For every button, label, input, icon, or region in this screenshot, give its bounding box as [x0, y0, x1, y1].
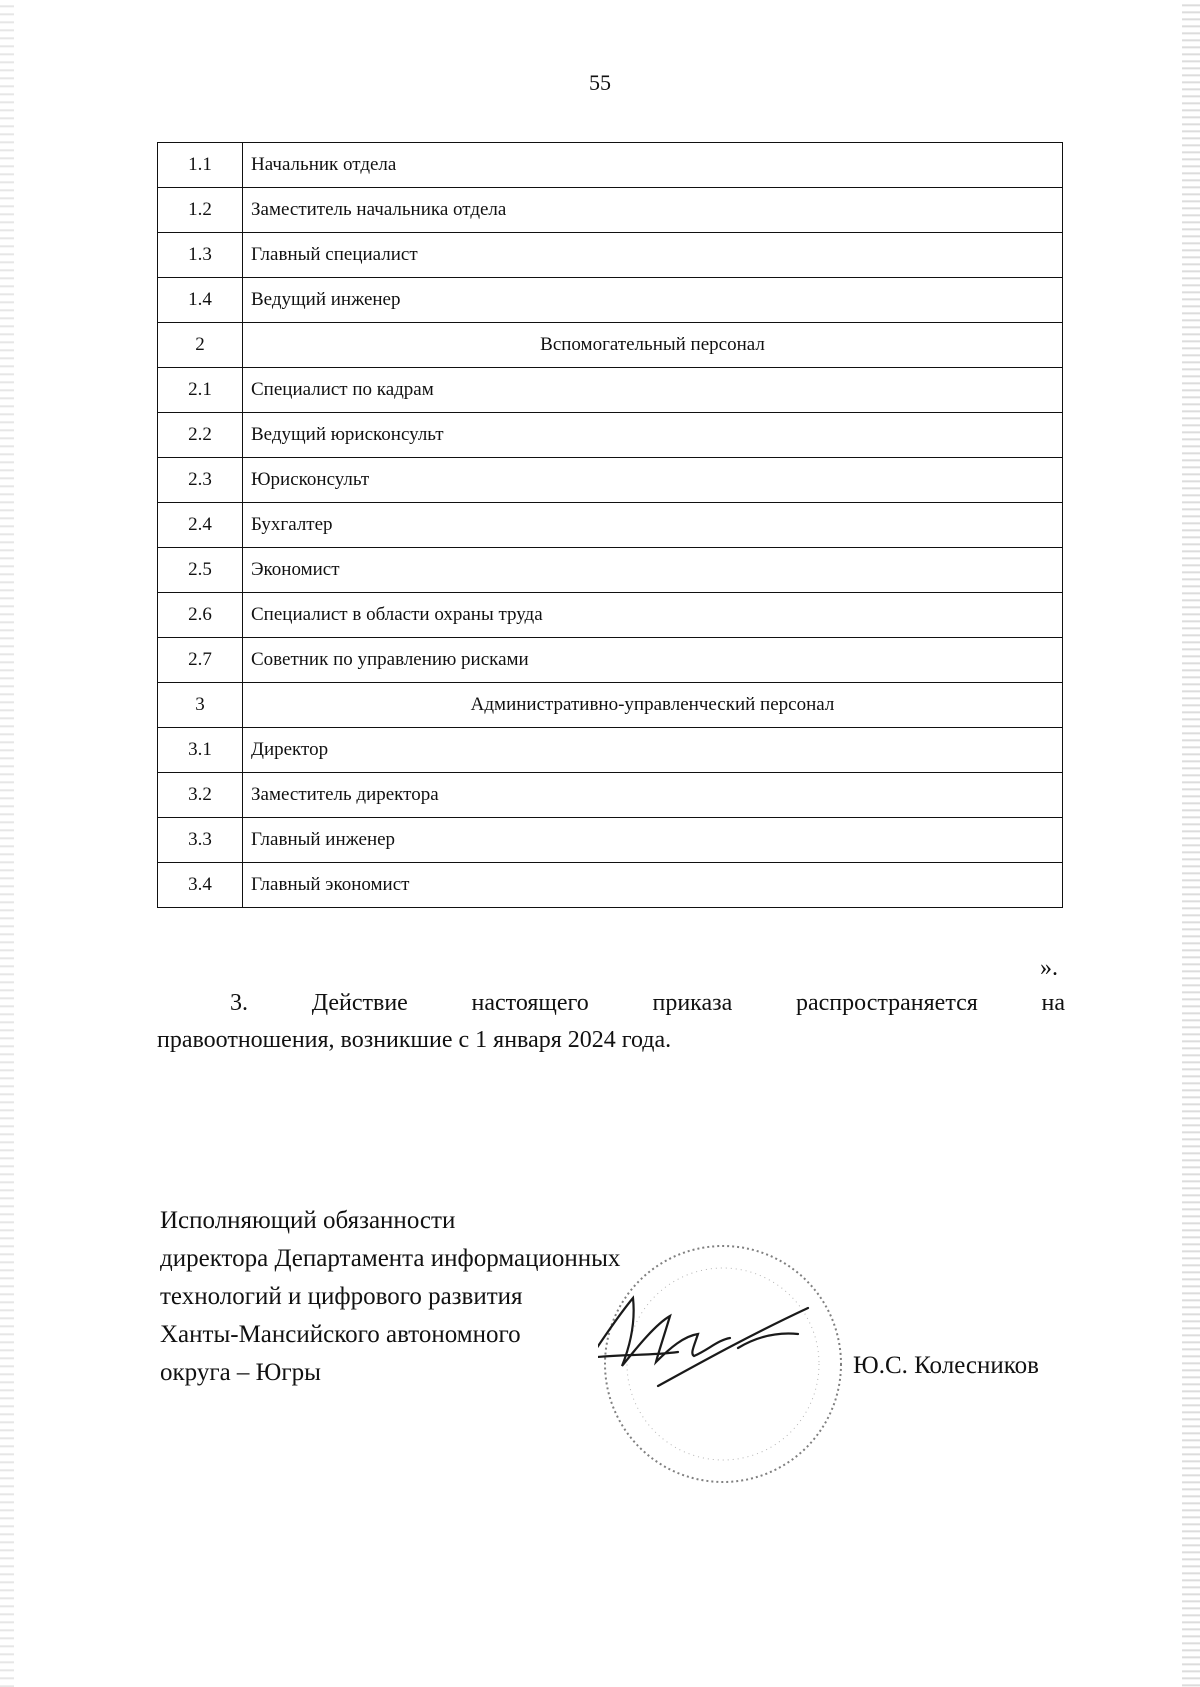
row-number: 3	[158, 683, 243, 728]
clause-word: приказа	[652, 990, 733, 1016]
clause-line-2: правоотношения, возникшие с 1 января 2024 года.	[157, 1027, 672, 1053]
position-title: Юрисконсульт	[243, 458, 1063, 503]
scan-edge-left	[0, 0, 14, 1687]
position-title: Советник по управлению рисками	[243, 638, 1063, 683]
table-row	[158, 188, 1063, 233]
position-title: Ведущий инженер	[243, 278, 1063, 323]
table-row	[158, 278, 1063, 323]
table-row	[158, 413, 1063, 458]
position-title: Специалист в области охраны труда	[243, 593, 1063, 638]
page-number: 55	[589, 70, 611, 95]
position-title: Директор	[243, 728, 1063, 773]
row-number: 2.3	[158, 458, 243, 503]
position-title: Экономист	[243, 548, 1063, 593]
table-row	[158, 773, 1063, 818]
signer-name: Ю.С. Колесников	[853, 1352, 1039, 1379]
position-line: директора Департамента информационных	[160, 1245, 621, 1272]
clause-3	[157, 985, 1065, 1059]
position-line: технологий и цифрового развития	[160, 1283, 523, 1310]
position-title: Ведущий юрисконсульт	[243, 413, 1063, 458]
signatory-position	[160, 1202, 620, 1392]
row-number: 3.3	[158, 818, 243, 863]
row-number: 1.3	[158, 233, 243, 278]
table-row	[158, 548, 1063, 593]
official-seal-stamp	[598, 1236, 848, 1491]
row-number: 3.4	[158, 863, 243, 908]
position-title: Специалист по кадрам	[243, 368, 1063, 413]
row-number: 2.5	[158, 548, 243, 593]
table-row	[158, 368, 1063, 413]
table-section-row	[158, 683, 1063, 728]
position-line: Исполняющий обязанности	[160, 1207, 456, 1234]
staff-positions-table	[157, 142, 1063, 908]
row-number: 2.7	[158, 638, 243, 683]
closing-quote: ».	[1040, 955, 1058, 981]
position-title: Заместитель начальника отдела	[243, 188, 1063, 233]
position-title: Начальник отдела	[243, 143, 1063, 188]
position-title: Главный специалист	[243, 233, 1063, 278]
position-title: Заместитель директора	[243, 773, 1063, 818]
row-number: 2	[158, 323, 243, 368]
clause-word: Действие	[311, 990, 408, 1016]
row-number: 2.6	[158, 593, 243, 638]
row-number: 2.2	[158, 413, 243, 458]
position-title: Бухгалтер	[243, 503, 1063, 548]
clause-line-1	[157, 985, 1065, 1022]
row-number: 1.4	[158, 278, 243, 323]
table-row	[158, 458, 1063, 503]
signature-scribble	[598, 1298, 808, 1386]
scan-edge-right	[1182, 0, 1200, 1687]
table-row	[158, 863, 1063, 908]
position-title: Главный экономист	[243, 863, 1063, 908]
row-number: 2.1	[158, 368, 243, 413]
position-line: Ханты-Мансийского автономного	[160, 1321, 521, 1348]
row-number: 3.2	[158, 773, 243, 818]
position-line: округа – Югры	[160, 1359, 321, 1386]
clause-word: на	[1041, 990, 1065, 1016]
position-title: Административно-управленческий персонал	[243, 683, 1063, 728]
position-title: Вспомогательный персонал	[243, 323, 1063, 368]
row-number: 2.4	[158, 503, 243, 548]
table-row	[158, 818, 1063, 863]
clause-word: настоящего	[471, 990, 589, 1016]
clause-word: распространяется	[795, 990, 978, 1016]
row-number: 3.1	[158, 728, 243, 773]
table-row	[158, 728, 1063, 773]
table-row	[158, 638, 1063, 683]
table-row	[158, 143, 1063, 188]
position-title: Главный инженер	[243, 818, 1063, 863]
row-number: 1.2	[158, 188, 243, 233]
table-row	[158, 233, 1063, 278]
clause-word: 3.	[230, 990, 248, 1016]
table-section-row	[158, 323, 1063, 368]
table-row	[158, 593, 1063, 638]
row-number: 1.1	[158, 143, 243, 188]
table-row	[158, 503, 1063, 548]
